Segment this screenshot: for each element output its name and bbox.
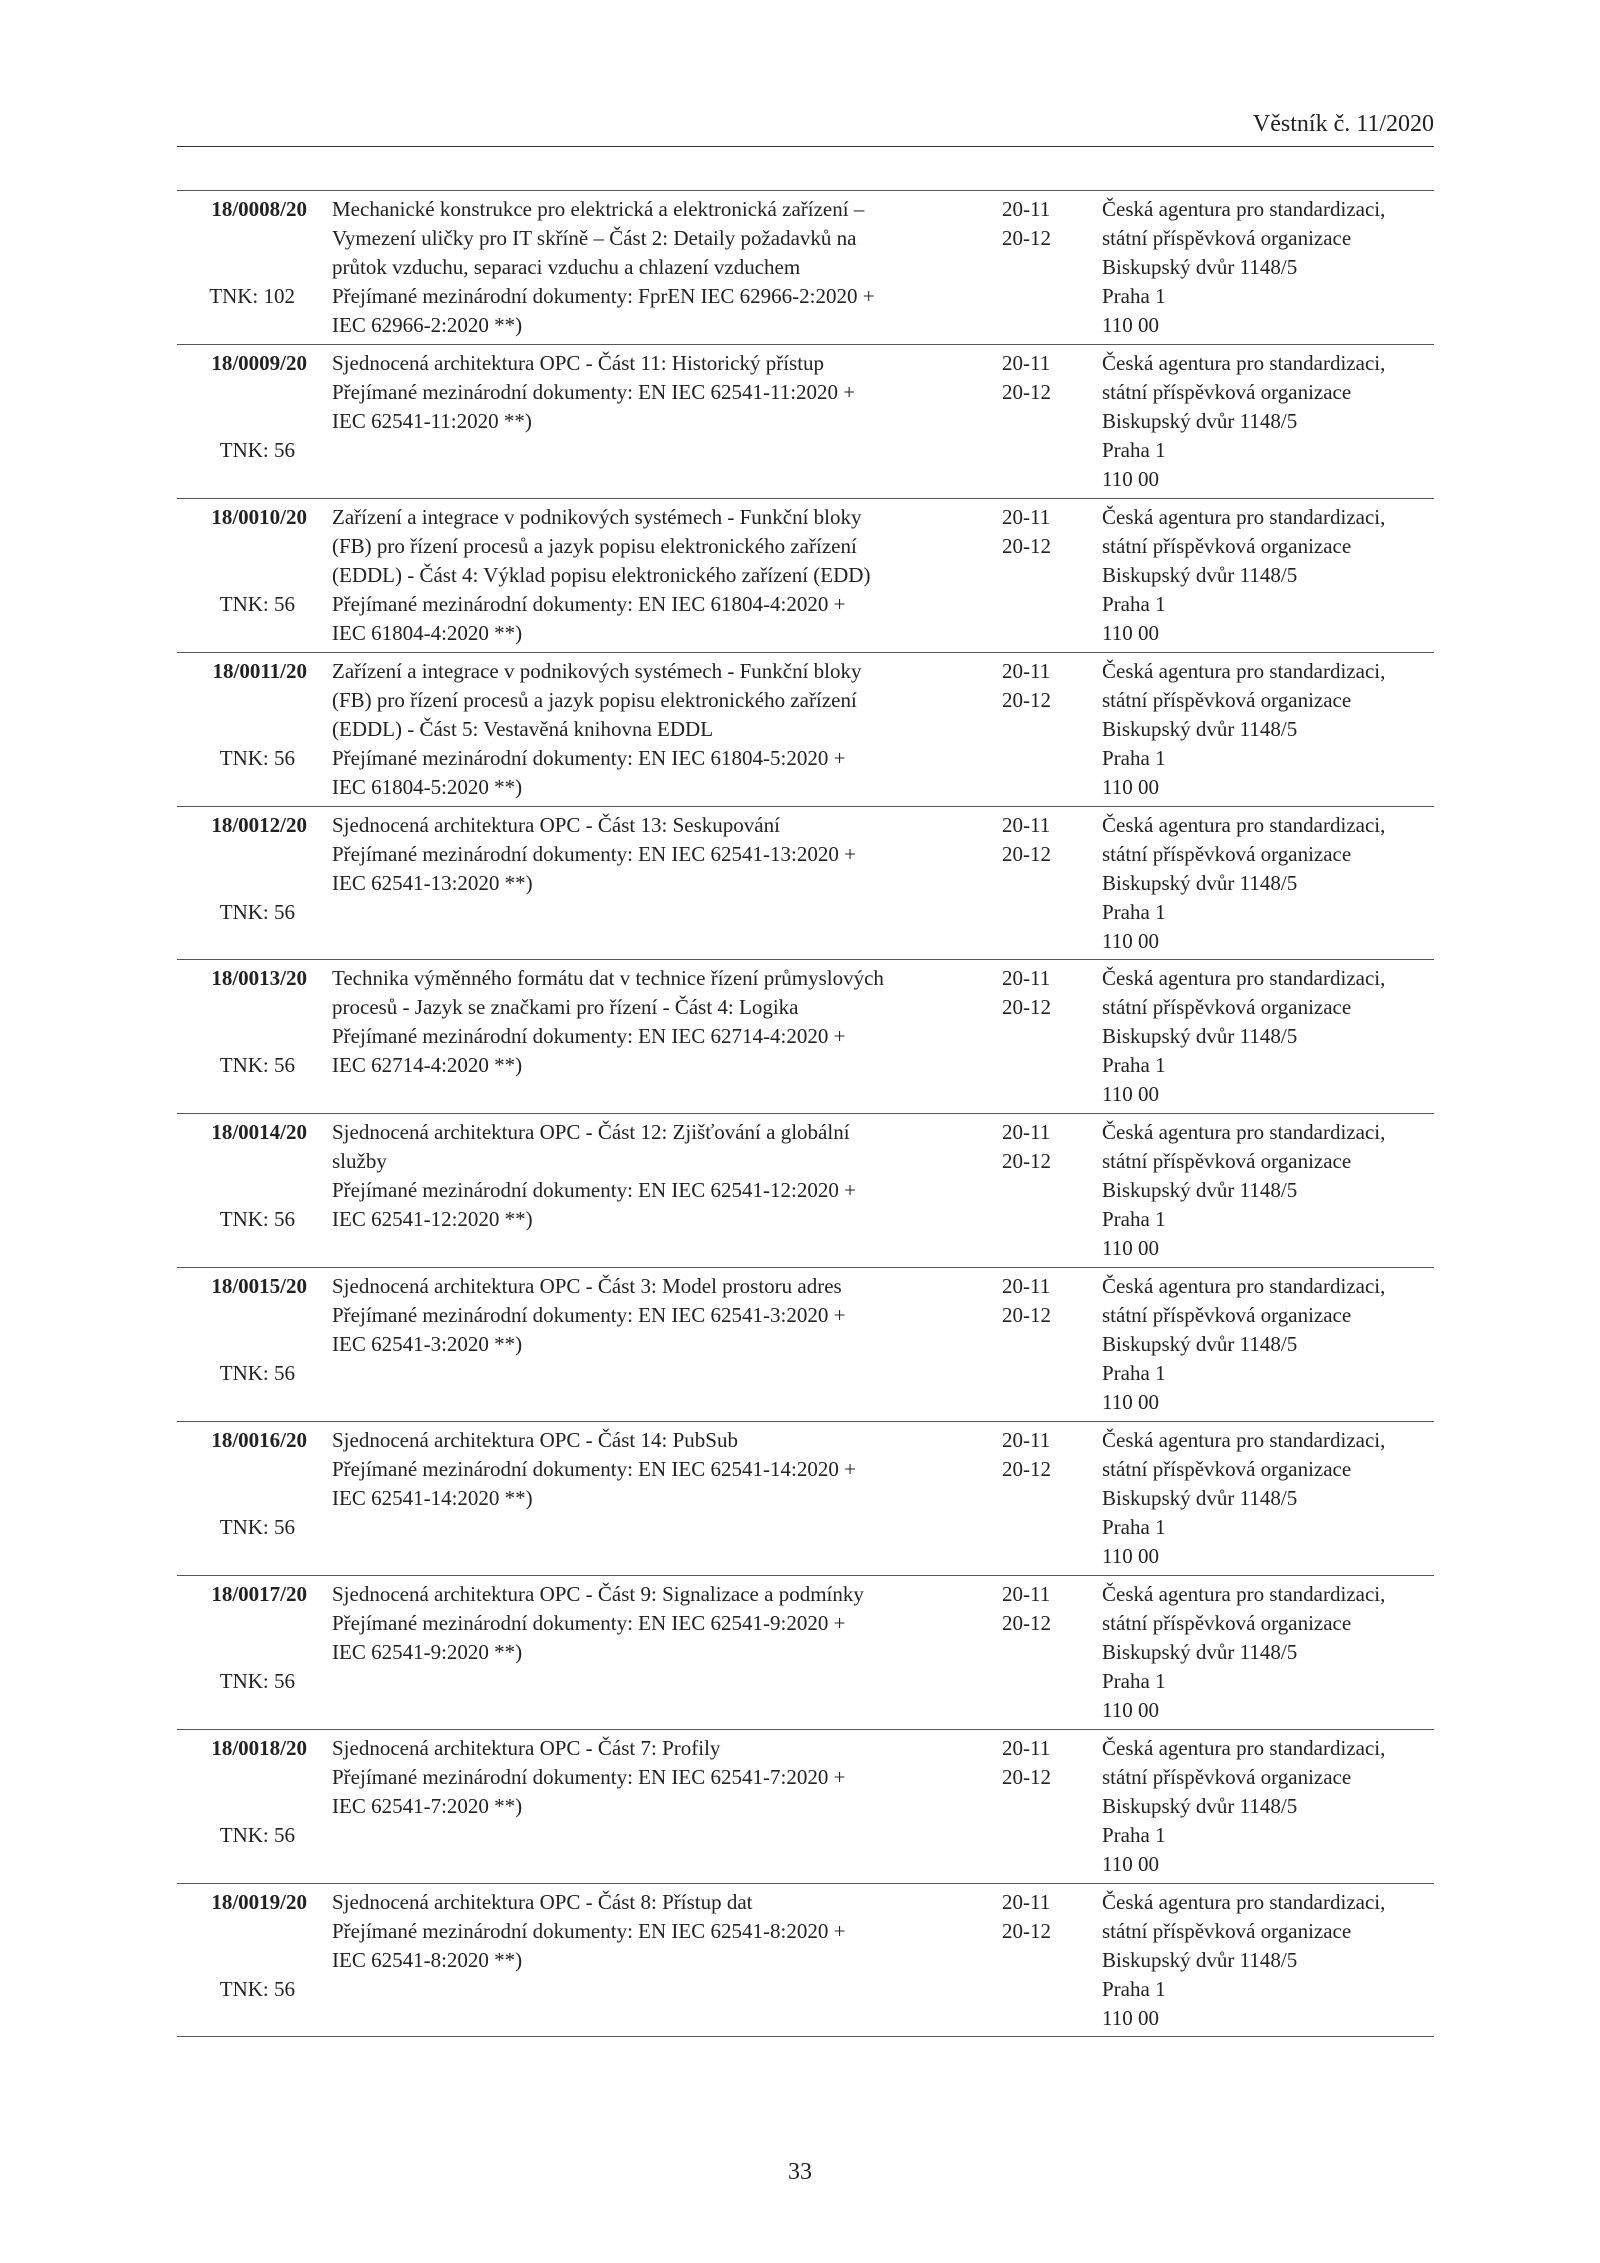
entry-code: 18/0015/20 [211, 1274, 307, 1299]
entry-organization-line: státní příspěvková organizace [1102, 841, 1352, 866]
entry-description [332, 1118, 982, 1234]
entry-organization-line: Biskupský dvůr 1148/5 [1102, 255, 1298, 279]
entry-dates [1002, 503, 1072, 561]
entry-organization-line: 110 00 [1102, 466, 1159, 491]
entry-description-line: IEC 62541-7:2020 **) [332, 1793, 523, 1818]
entry-organization-line: Česká agentura pro standardizaci, [1102, 1274, 1386, 1299]
entry-dates-line: 20-11 [1002, 966, 1051, 991]
entry-description-line: Sjednocená architektura OPC - Část 3: Model prostoru adres [332, 1274, 842, 1299]
page-header [177, 110, 1434, 147]
entry-description-line: Přejímané mezinárodní dokumenty: EN IEC 62541-13:2020 + [332, 841, 856, 866]
entry-dates-line: 20-11 [1002, 350, 1051, 375]
table-row [177, 1729, 1434, 1883]
entry-organization-line: Biskupský dvůr 1148/5 [1102, 1947, 1298, 1972]
entry-description-line: Přejímané mezinárodní dokumenty: EN IEC 62541-8:2020 + [332, 1918, 846, 1943]
entry-organization-line: státní příspěvková organizace [1102, 226, 1352, 250]
entry-organization-line: 110 00 [1102, 620, 1159, 645]
entry-description [332, 1272, 982, 1359]
table-row [177, 1883, 1434, 2037]
entry-tnk: TNK: 102 [209, 284, 295, 308]
entry-organization-line: státní příspěvková organizace [1102, 379, 1352, 404]
entry-organization [1102, 1118, 1442, 1263]
table-row [177, 959, 1434, 1113]
entry-organization-line: Praha 1 [1102, 1822, 1166, 1847]
entry-description-line: Technika výměnného formátu dat v technice řízení průmyslových [332, 966, 884, 991]
entry-code: 18/0014/20 [211, 1120, 307, 1145]
entry-dates-line: 20-12 [1002, 1611, 1051, 1636]
entry-organization-line: státní příspěvková organizace [1102, 1764, 1352, 1789]
entry-description [332, 1426, 982, 1513]
entry-organization-line: státní příspěvková organizace [1102, 533, 1352, 558]
entry-description-line: Sjednocená architektura OPC - Část 12: Zjišťování a globální [332, 1120, 850, 1145]
entry-organization-line: státní příspěvková organizace [1102, 995, 1352, 1020]
entry-organization-line: Biskupský dvůr 1148/5 [1102, 1024, 1298, 1049]
entry-dates-line: 20-11 [1002, 1120, 1051, 1145]
entry-description [332, 657, 982, 802]
entry-description-line: Sjednocená architektura OPC - Část 7: Profily [332, 1735, 721, 1760]
entry-description-line: Sjednocená architektura OPC - Část 13: Seskupování [332, 812, 780, 837]
entry-organization-line: Praha 1 [1102, 1669, 1166, 1694]
entry-dates [1002, 964, 1072, 1022]
entry-tnk: TNK: 56 [219, 1361, 295, 1386]
entry-tnk: TNK: 56 [219, 1669, 295, 1694]
entry-organization-line: Česká agentura pro standardizaci, [1102, 1428, 1386, 1453]
entry-description-line: Přejímané mezinárodní dokumenty: EN IEC 62541-12:2020 + [332, 1178, 856, 1203]
entry-dates-line: 20-11 [1002, 1889, 1051, 1914]
entry-code: 18/0013/20 [211, 966, 307, 991]
entry-dates-line: 20-12 [1002, 1149, 1051, 1174]
entry-organization [1102, 1580, 1442, 1725]
entry-tnk: TNK: 56 [219, 591, 295, 616]
entry-description-line: Sjednocená architektura OPC - Část 8: Přístup dat [332, 1889, 753, 1914]
entry-organization-line: 110 00 [1102, 313, 1159, 337]
entry-description-line: IEC 62541-13:2020 **) [332, 870, 533, 895]
entry-organization-line: Česká agentura pro standardizaci, [1102, 1582, 1386, 1607]
entry-description [332, 1580, 982, 1667]
entry-organization-line: 110 00 [1102, 774, 1159, 799]
entry-organization-line: Praha 1 [1102, 437, 1166, 462]
entry-dates-line: 20-12 [1002, 1918, 1051, 1943]
entry-dates [1002, 1272, 1072, 1330]
entry-dates [1002, 349, 1072, 407]
entry-dates-line: 20-11 [1002, 1274, 1051, 1299]
entry-dates [1002, 1118, 1072, 1176]
table-row [177, 190, 1434, 344]
entry-dates [1002, 1426, 1072, 1484]
entry-dates-line: 20-12 [1002, 687, 1051, 712]
entry-description-line: (EDDL) - Část 4: Výklad popisu elektronického zařízení (EDD) [332, 562, 871, 587]
entry-description-line: procesů - Jazyk se značkami pro řízení - Část 4: Logika [332, 995, 799, 1020]
entry-organization-line: Česká agentura pro standardizaci, [1102, 1889, 1386, 1914]
entry-dates-line: 20-11 [1002, 658, 1051, 683]
entry-description-line: Přejímané mezinárodní dokumenty: EN IEC 62714-4:2020 + [332, 1024, 846, 1049]
entry-description-line: IEC 62541-12:2020 **) [332, 1207, 533, 1232]
entry-tnk: TNK: 56 [219, 1822, 295, 1847]
entry-tnk: TNK: 56 [219, 1207, 295, 1232]
entry-description-line: (EDDL) - Část 5: Vestavěná knihovna EDDL [332, 716, 714, 741]
entry-description-line: Vymezení uličky pro IT skříně – Část 2: Detaily požadavků na [332, 226, 857, 250]
entry-description-line: IEC 61804-4:2020 **) [332, 620, 523, 645]
entry-description-line: Přejímané mezinárodní dokumenty: EN IEC 61804-5:2020 + [332, 745, 846, 770]
entry-organization-line: Biskupský dvůr 1148/5 [1102, 1793, 1298, 1818]
entry-tnk: TNK: 56 [219, 1976, 295, 2001]
entry-description-line: Přejímané mezinárodní dokumenty: EN IEC 62541-11:2020 + [332, 379, 856, 404]
entry-dates-line: 20-11 [1002, 1735, 1051, 1760]
entry-organization-line: 110 00 [1102, 1851, 1159, 1876]
entry-dates [1002, 195, 1072, 253]
entry-tnk: TNK: 56 [219, 899, 295, 924]
entry-description-line: Přejímané mezinárodní dokumenty: EN IEC 62541-14:2020 + [332, 1457, 856, 1482]
entry-organization-line: 110 00 [1102, 1236, 1159, 1261]
entry-code: 18/0019/20 [211, 1889, 307, 1914]
entry-code: 18/0018/20 [211, 1735, 307, 1760]
entry-organization-line: Praha 1 [1102, 284, 1166, 308]
entry-organization [1102, 1888, 1442, 2033]
entry-code: 18/0010/20 [211, 504, 307, 529]
entry-description [332, 1734, 982, 1821]
entry-description-line: Sjednocená architektura OPC - Část 14: PubSub [332, 1428, 738, 1453]
entry-organization-line: Praha 1 [1102, 1976, 1166, 2001]
entry-description-line: Zařízení a integrace v podnikových systémech - Funkční bloky [332, 504, 862, 529]
entry-description-line: Sjednocená architektura OPC - Část 9: Signalizace a podmínky [332, 1582, 864, 1607]
entry-organization-line: Praha 1 [1102, 1207, 1166, 1232]
entry-organization [1102, 964, 1442, 1109]
table-row [177, 344, 1434, 498]
entry-organization-line: Praha 1 [1102, 899, 1166, 924]
entry-organization-line: státní příspěvková organizace [1102, 1457, 1352, 1482]
entry-organization-line: Česká agentura pro standardizaci, [1102, 966, 1386, 991]
entry-dates-line: 20-12 [1002, 841, 1051, 866]
entry-description-line: Přejímané mezinárodní dokumenty: FprEN IEC 62966-2:2020 + [332, 284, 875, 308]
entry-dates [1002, 1888, 1072, 1946]
entry-organization-line: Biskupský dvůr 1148/5 [1102, 1640, 1298, 1665]
entry-description-line: Zařízení a integrace v podnikových systémech - Funkční bloky [332, 658, 862, 683]
entry-organization-line: Biskupský dvůr 1148/5 [1102, 1332, 1298, 1357]
entry-organization-line: Česká agentura pro standardizaci, [1102, 812, 1386, 837]
entry-description-line: Přejímané mezinárodní dokumenty: EN IEC 61804-4:2020 + [332, 591, 846, 616]
entry-organization-line: státní příspěvková organizace [1102, 1611, 1352, 1636]
entry-description [332, 811, 982, 898]
entry-dates-line: 20-11 [1002, 1582, 1051, 1607]
entry-organization-line: Biskupský dvůr 1148/5 [1102, 1486, 1298, 1511]
page-number: 33 [788, 2159, 812, 2185]
entry-tnk: TNK: 56 [219, 437, 295, 462]
table-row [177, 498, 1434, 652]
entry-dates [1002, 1580, 1072, 1638]
entry-organization [1102, 195, 1442, 340]
entry-dates-line: 20-12 [1002, 533, 1051, 558]
entry-organization-line: Praha 1 [1102, 1053, 1166, 1078]
entry-organization-line: státní příspěvková organizace [1102, 1918, 1352, 1943]
entry-description [332, 195, 982, 340]
entry-dates [1002, 657, 1072, 715]
entry-organization [1102, 1426, 1442, 1571]
entry-organization-line: 110 00 [1102, 1544, 1159, 1569]
entry-dates-line: 20-11 [1002, 1428, 1051, 1453]
entry-organization-line: státní příspěvková organizace [1102, 687, 1352, 712]
entry-code: 18/0009/20 [211, 350, 307, 375]
entry-organization [1102, 1272, 1442, 1417]
entry-dates-line: 20-12 [1002, 379, 1051, 404]
entry-tnk: TNK: 56 [219, 1515, 295, 1540]
entry-organization-line: Biskupský dvůr 1148/5 [1102, 408, 1298, 433]
entry-dates-line: 20-12 [1002, 1303, 1051, 1328]
table-row [177, 1575, 1434, 1729]
entry-description-line: IEC 62541-11:2020 **) [332, 408, 532, 433]
entry-tnk: TNK: 56 [219, 745, 295, 770]
entry-dates-line: 20-11 [1002, 504, 1051, 529]
entry-organization [1102, 503, 1442, 648]
table-row [177, 1113, 1434, 1267]
table-row [177, 806, 1434, 960]
entry-organization-line: Česká agentura pro standardizaci, [1102, 350, 1386, 375]
entry-description [332, 1888, 982, 1975]
entry-description-line: Přejímané mezinárodní dokumenty: EN IEC 62541-9:2020 + [332, 1611, 846, 1636]
table-row [177, 1421, 1434, 1575]
entry-organization [1102, 349, 1442, 494]
entry-description-line: IEC 62714-4:2020 **) [332, 1053, 523, 1078]
entry-code: 18/0008/20 [211, 197, 307, 221]
entry-dates-line: 20-12 [1002, 226, 1051, 250]
entry-organization-line: 110 00 [1102, 2005, 1159, 2030]
entry-dates-line: 20-12 [1002, 995, 1051, 1020]
entry-organization-line: Praha 1 [1102, 745, 1166, 770]
entry-description-line: (FB) pro řízení procesů a jazyk popisu elektronického zařízení [332, 687, 857, 712]
entry-organization-line: Praha 1 [1102, 1515, 1166, 1540]
entry-dates-line: 20-11 [1002, 197, 1051, 221]
entry-code: 18/0011/20 [212, 658, 307, 683]
entry-description [332, 964, 982, 1080]
entry-organization-line: státní příspěvková organizace [1102, 1303, 1352, 1328]
entry-description-line: Přejímané mezinárodní dokumenty: EN IEC 62541-7:2020 + [332, 1764, 846, 1789]
entry-description-line: služby [332, 1149, 387, 1174]
entry-description-line: Přejímané mezinárodní dokumenty: EN IEC 62541-3:2020 + [332, 1303, 846, 1328]
entry-organization [1102, 811, 1442, 956]
entry-organization-line: 110 00 [1102, 1390, 1159, 1415]
entry-description-line: Mechanické konstrukce pro elektrická a elektronická zařízení – [332, 197, 865, 221]
entry-organization-line: Biskupský dvůr 1148/5 [1102, 870, 1298, 895]
entry-description-line: Sjednocená architektura OPC - Část 11: Historický přístup [332, 350, 825, 375]
entry-description-line: IEC 62541-3:2020 **) [332, 1332, 523, 1357]
entry-organization-line: 110 00 [1102, 928, 1159, 953]
entry-tnk: TNK: 56 [219, 1053, 295, 1078]
journal-title: Věstník č. 11/2020 [1252, 111, 1434, 137]
entry-dates-line: 20-11 [1002, 812, 1051, 837]
table-row [177, 1267, 1434, 1421]
entry-organization-line: 110 00 [1102, 1082, 1159, 1107]
entry-description [332, 503, 982, 648]
entry-description-line: IEC 61804-5:2020 **) [332, 774, 523, 799]
entry-description-line: (FB) pro řízení procesů a jazyk popisu elektronického zařízení [332, 533, 857, 558]
entry-organization-line: Praha 1 [1102, 591, 1166, 616]
notification-table [177, 190, 1434, 2037]
entry-dates [1002, 811, 1072, 869]
entry-organization-line: Česká agentura pro standardizaci, [1102, 1735, 1386, 1760]
entry-code: 18/0016/20 [211, 1428, 307, 1453]
entry-organization-line: Česká agentura pro standardizaci, [1102, 197, 1386, 221]
entry-description-line: IEC 62966-2:2020 **) [332, 313, 523, 337]
entry-code: 18/0012/20 [211, 812, 307, 837]
entry-dates [1002, 1734, 1072, 1792]
entry-code: 18/0017/20 [211, 1582, 307, 1607]
entry-organization-line: státní příspěvková organizace [1102, 1149, 1352, 1174]
entry-description-line: průtok vzduchu, separaci vzduchu a chlazení vzduchem [332, 255, 801, 279]
entry-description-line: IEC 62541-8:2020 **) [332, 1947, 523, 1972]
entry-description [332, 349, 982, 436]
entry-organization-line: Česká agentura pro standardizaci, [1102, 1120, 1386, 1145]
entry-organization-line: Biskupský dvůr 1148/5 [1102, 716, 1298, 741]
entry-organization-line: Česká agentura pro standardizaci, [1102, 658, 1386, 683]
entry-dates-line: 20-12 [1002, 1764, 1051, 1789]
entry-organization-line: Česká agentura pro standardizaci, [1102, 504, 1386, 529]
entry-organization-line: Praha 1 [1102, 1361, 1166, 1386]
table-row [177, 652, 1434, 806]
entry-organization [1102, 1734, 1442, 1879]
entry-organization-line: 110 00 [1102, 1698, 1159, 1723]
entry-dates-line: 20-12 [1002, 1457, 1051, 1482]
entry-description-line: IEC 62541-14:2020 **) [332, 1486, 533, 1511]
entry-organization-line: Biskupský dvůr 1148/5 [1102, 1178, 1298, 1203]
entry-organization [1102, 657, 1442, 802]
entry-description-line: IEC 62541-9:2020 **) [332, 1640, 523, 1665]
entry-organization-line: Biskupský dvůr 1148/5 [1102, 562, 1298, 587]
